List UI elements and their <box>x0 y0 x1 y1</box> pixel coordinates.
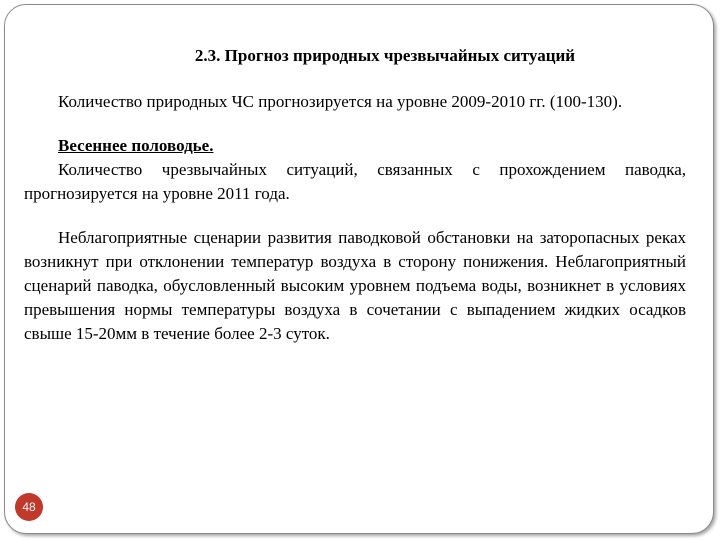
slide-title: 2.3. Прогноз природных чрезвычайных ситуаций <box>194 46 576 65</box>
paragraph-forecast-count: Количество природных ЧС прогнозируется на уровне 2009-2010 гг. (100-130). <box>58 92 623 111</box>
page-number-badge: 48 <box>15 493 43 521</box>
subheading-spring-flood: Весеннее половодье. <box>58 136 214 155</box>
paragraph-flood-emergencies: Количество чрезвычайных ситуаций, связанных с прохождением паводка, прогнозируется на уровне 2011 года. <box>24 160 686 203</box>
paragraph-flood-scenarios: Неблагоприятные сценарии развития паводковой обстановки на заторопасных реках возникнут при отклонении температур воздуха в сторону понижения. Неблагоприятный сценарий паводка, обусловленный высоким уровнем подъема воды, возникнет в условиях превышения нормы температуры воздуха в сочетании с выпадением жидких осадков свыше 15-20мм в течение более 2-3 суток. <box>24 228 686 343</box>
slide-content <box>24 44 686 346</box>
